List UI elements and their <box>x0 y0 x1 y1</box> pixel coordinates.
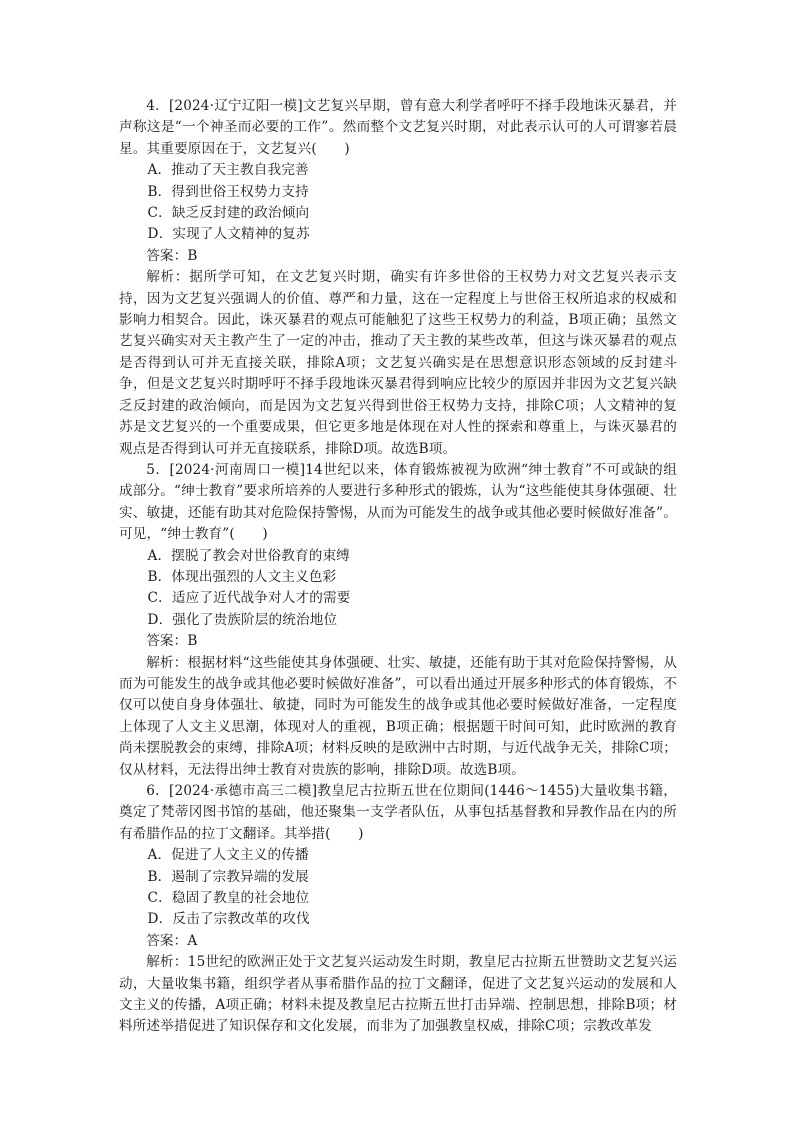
option-d: D．强化了贵族阶层的统治地位 <box>147 611 338 628</box>
option-a: A．促进了人文主义的传播 <box>147 847 309 864</box>
option-list <box>119 546 677 632</box>
option-b: B．体现出强烈的人文主义色彩 <box>147 568 337 585</box>
answer-line: 答案：B <box>146 633 198 650</box>
answer-line: 答案：A <box>146 932 198 949</box>
option-d: D．实现了人文精神的复苏 <box>147 226 310 243</box>
option-list <box>119 160 677 246</box>
option-b: B．遏制了宗教异端的发展 <box>147 868 309 885</box>
analysis-paragraph: 解析：15世纪的欧洲正处于文艺复兴运动发生时期，教皇尼古拉斯五世赞助文艺复兴运动，大量收集书籍，组织学者从事希腊作品的拉丁文翻译，促进了文艺复兴运动的发展和人文主义的传播，A项正确；材料未提及教皇尼古拉斯五世打击异端、控制思想，排除B项；材料所述举措促进了知识保存和文化发展，而非为了加强教皇权威，排除C项；宗教改革发 <box>119 954 677 1035</box>
question-stem: 6．[2024·承德市高三二模]教皇尼古拉斯五世在位期间(1446～1455)大量收集书籍，奠定了梵蒂冈图书馆的基础，他还聚集一支学者队伍，从事包括基督教和异教作品在内的所有希腊作品的拉丁文翻译。其举措( ) <box>119 783 677 842</box>
question-4 <box>119 96 677 460</box>
question-stem: 5．[2024·河南周口一模]14世纪以来，体育锻炼被视为欧洲“绅士教育”不可或缺的组成部分。“绅士教育”要求所培养的人要进行多种形式的锻炼，认为“这些能使其身体强硬、壮实、敏捷，还能有助其对危险保持警惕，从而为可能发生的战争或其他必要时候做好准备”。可见，“绅士教育”( ) <box>119 461 677 543</box>
option-d: D．反击了宗教改革的攻伐 <box>147 911 310 928</box>
analysis-paragraph: 解析：根据材料“这些能使其身体强硬、壮实、敏捷，还能有助于其对危险保持警惕，从而为可能发生的战争或其他必要时候做好准备”，可以看出通过开展多种形式的体育锻炼，不仅可以使自身身体强壮、敏捷，同时为可能发生的战争或其他必要时候做好准备，一定程度上体现了人文主义思潮，体现对人的重视，B项正确；根据题干时间可知，此时欧洲的教育尚未摆脱教会的束缚，排除A项；材料反映的是欧洲中古时期，与近代战争无关，排除C项；仅从材料，无法得出绅士教育对贵族的影响，排除D项。故选B项。 <box>119 654 677 778</box>
answer-line: 答案：B <box>146 247 198 264</box>
question-6 <box>119 781 677 1038</box>
option-a: A．推动了天主教自我完善 <box>147 162 309 179</box>
option-b: B．得到世俗王权势力支持 <box>147 183 309 200</box>
option-c: C．适应了近代战争对人才的需要 <box>147 590 351 607</box>
analysis-paragraph: 解析：据所学可知，在文艺复兴时期，确实有许多世俗的王权势力对文艺复兴表示支持，因为文艺复兴强调人的价值、尊严和力量，这在一定程度上与世俗王权所追求的权威和影响力相契合。因此，诛灭暴君的观点可能触犯了这些王权势力的利益，B项正确；虽然文艺复兴确实对天主教产生了一定的冲击，推动了天主教的某些改革，但这与诛灭暴君的观点是否得到认可并无直接关联，排除A项；文艺复兴确实是在思想意识形态领域的反封建斗争，但是文艺复兴时期呼吁不择手段地诛灭暴君得到响应比较少的原因并非因为文艺复兴缺乏反封建的政治倾向，而是因为文艺复兴得到世俗王权势力支持，排除C项；人文精神的复苏是文艺复兴的一个重要成果，但它更多地是体现在对人性的探索和尊重上，与诛灭暴君的观点是否得到认可并无直接联系，排除D项。故选B项。 <box>119 269 677 457</box>
option-list <box>119 845 677 931</box>
question-5 <box>119 460 677 781</box>
option-a: A．摆脱了教会对世俗教育的束缚 <box>147 547 350 564</box>
option-c: C．缺乏反封建的政治倾向 <box>147 205 310 222</box>
document-page <box>119 96 677 1038</box>
option-c: C．稳固了教皇的社会地位 <box>147 890 310 907</box>
question-stem: 4．[2024·辽宁辽阳一模]文艺复兴早期，曾有意大利学者呼吁不择手段地诛灭暴君，并声称这是“一个神圣而必要的工作”。然而整个文艺复兴时期，对此表示认可的人可谓寥若晨星。其重要原因在于，文艺复兴( ) <box>119 98 677 157</box>
